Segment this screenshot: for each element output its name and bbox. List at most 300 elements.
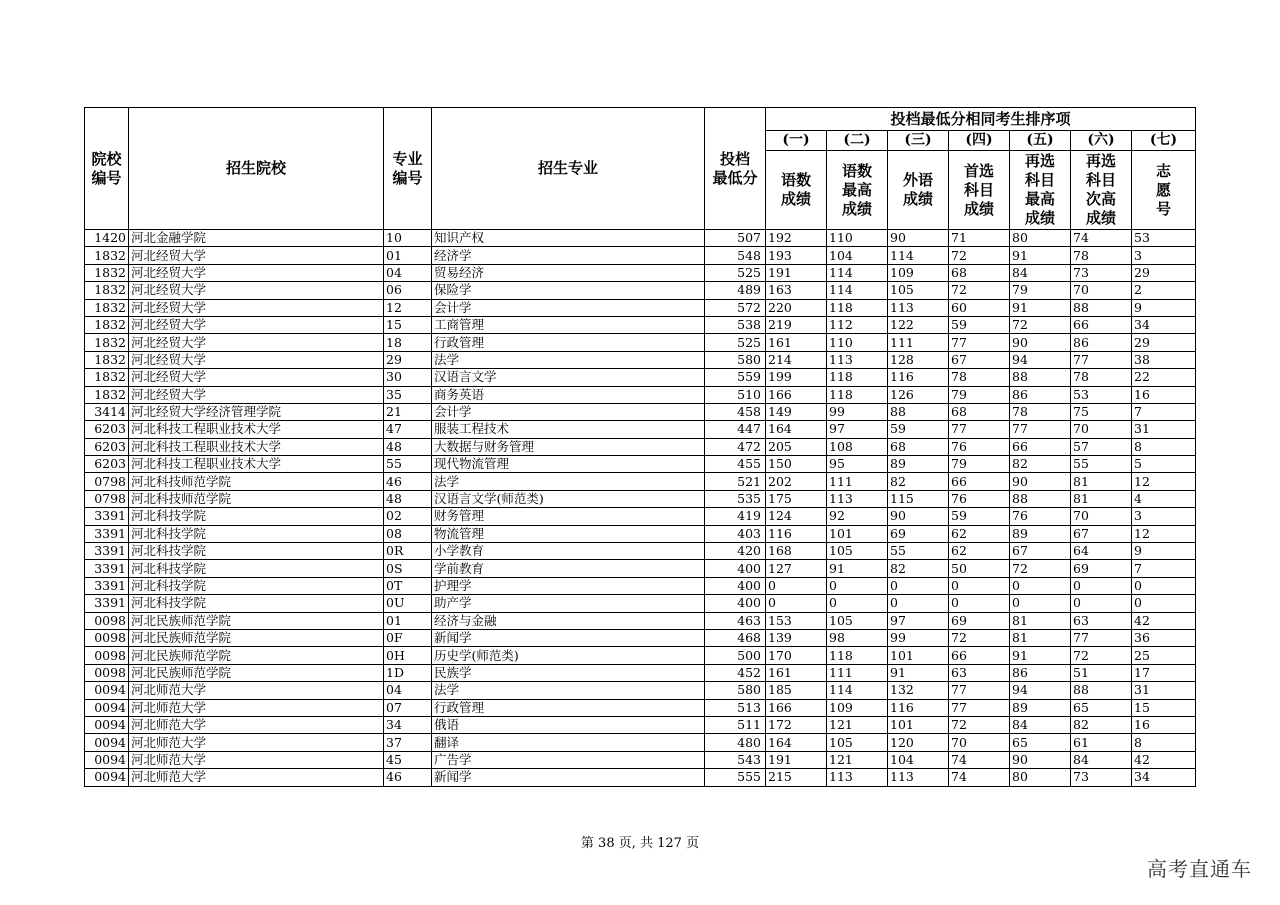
cell-tie-1: 202 bbox=[766, 473, 827, 490]
cell-tie-4: 66 bbox=[949, 647, 1010, 664]
cell-school-code: 0798 bbox=[85, 490, 129, 507]
header-school-name: 招生院校 bbox=[129, 108, 384, 230]
cell-tie-5: 84 bbox=[1010, 264, 1071, 281]
cell-tie-4: 50 bbox=[949, 560, 1010, 577]
cell-major-code: 30 bbox=[384, 369, 432, 386]
cell-tie-3: 91 bbox=[888, 664, 949, 681]
cell-tie-6: 55 bbox=[1071, 456, 1132, 473]
admission-score-table bbox=[84, 107, 1196, 787]
header-school-code: 院校 编号 bbox=[85, 108, 129, 230]
cell-tie-6: 88 bbox=[1071, 682, 1132, 699]
cell-tie-6: 78 bbox=[1071, 247, 1132, 264]
cell-tie-7: 25 bbox=[1132, 647, 1196, 664]
cell-tie-3: 88 bbox=[888, 403, 949, 420]
table-row bbox=[85, 334, 1196, 351]
header-tie-item: 首选 科目 成绩 bbox=[949, 151, 1010, 230]
cell-tie-4: 59 bbox=[949, 316, 1010, 333]
cell-school-code: 0094 bbox=[85, 734, 129, 751]
cell-tie-2: 121 bbox=[827, 716, 888, 733]
cell-major-code: 34 bbox=[384, 716, 432, 733]
cell-tie-3: 0 bbox=[888, 595, 949, 612]
cell-tie-6: 66 bbox=[1071, 316, 1132, 333]
cell-tie-7: 9 bbox=[1132, 299, 1196, 316]
cell-min-score: 525 bbox=[705, 264, 766, 281]
cell-tie-5: 65 bbox=[1010, 734, 1071, 751]
cell-major-code: 0T bbox=[384, 577, 432, 594]
cell-tie-1: 166 bbox=[766, 386, 827, 403]
cell-tie-4: 68 bbox=[949, 264, 1010, 281]
cell-tie-6: 70 bbox=[1071, 421, 1132, 438]
table-row bbox=[85, 369, 1196, 386]
cell-tie-5: 67 bbox=[1010, 543, 1071, 560]
cell-tie-3: 122 bbox=[888, 316, 949, 333]
cell-major-code: 47 bbox=[384, 421, 432, 438]
cell-school-name: 河北民族师范学院 bbox=[129, 629, 384, 646]
table-row bbox=[85, 647, 1196, 664]
cell-tie-7: 16 bbox=[1132, 716, 1196, 733]
cell-tie-6: 78 bbox=[1071, 369, 1132, 386]
cell-min-score: 400 bbox=[705, 595, 766, 612]
cell-school-code: 1832 bbox=[85, 369, 129, 386]
cell-major-code: 0F bbox=[384, 629, 432, 646]
cell-tie-7: 42 bbox=[1132, 612, 1196, 629]
cell-tie-4: 70 bbox=[949, 734, 1010, 751]
cell-tie-7: 36 bbox=[1132, 629, 1196, 646]
cell-tie-1: 192 bbox=[766, 230, 827, 247]
table-row bbox=[85, 612, 1196, 629]
cell-tie-3: 0 bbox=[888, 577, 949, 594]
cell-tie-4: 74 bbox=[949, 751, 1010, 768]
cell-tie-2: 114 bbox=[827, 282, 888, 299]
cell-tie-5: 86 bbox=[1010, 664, 1071, 681]
cell-min-score: 559 bbox=[705, 369, 766, 386]
cell-tie-4: 78 bbox=[949, 369, 1010, 386]
header-tie-item: 再选 科目 次高 成绩 bbox=[1071, 151, 1132, 230]
cell-school-name: 河北师范大学 bbox=[129, 716, 384, 733]
cell-school-name: 河北民族师范学院 bbox=[129, 647, 384, 664]
cell-tie-1: 220 bbox=[766, 299, 827, 316]
cell-tie-7: 7 bbox=[1132, 560, 1196, 577]
cell-tie-2: 98 bbox=[827, 629, 888, 646]
cell-tie-4: 71 bbox=[949, 230, 1010, 247]
cell-min-score: 580 bbox=[705, 351, 766, 368]
table-row bbox=[85, 595, 1196, 612]
cell-school-code: 0098 bbox=[85, 629, 129, 646]
cell-tie-7: 2 bbox=[1132, 282, 1196, 299]
cell-school-name: 河北经贸大学 bbox=[129, 334, 384, 351]
cell-major-code: 35 bbox=[384, 386, 432, 403]
cell-school-code: 0094 bbox=[85, 751, 129, 768]
cell-major-name: 法学 bbox=[432, 473, 705, 490]
cell-tie-7: 53 bbox=[1132, 230, 1196, 247]
cell-major-code: 0U bbox=[384, 595, 432, 612]
cell-tie-7: 22 bbox=[1132, 369, 1196, 386]
cell-major-name: 大数据与财务管理 bbox=[432, 438, 705, 455]
table-row bbox=[85, 751, 1196, 768]
cell-school-name: 河北金融学院 bbox=[129, 230, 384, 247]
cell-school-code: 3391 bbox=[85, 577, 129, 594]
table-header bbox=[85, 108, 1196, 230]
cell-tie-3: 116 bbox=[888, 699, 949, 716]
cell-min-score: 525 bbox=[705, 334, 766, 351]
cell-tie-1: 164 bbox=[766, 734, 827, 751]
cell-tie-1: 127 bbox=[766, 560, 827, 577]
cell-major-code: 0H bbox=[384, 647, 432, 664]
cell-school-code: 3414 bbox=[85, 403, 129, 420]
cell-min-score: 513 bbox=[705, 699, 766, 716]
header-tie-index: (七) bbox=[1132, 131, 1196, 151]
cell-school-name: 河北科技学院 bbox=[129, 543, 384, 560]
cell-tie-6: 0 bbox=[1071, 595, 1132, 612]
cell-school-code: 3391 bbox=[85, 560, 129, 577]
cell-tie-1: 199 bbox=[766, 369, 827, 386]
cell-tie-3: 59 bbox=[888, 421, 949, 438]
cell-major-name: 新闻学 bbox=[432, 769, 705, 786]
cell-school-code: 1832 bbox=[85, 316, 129, 333]
cell-school-code: 1832 bbox=[85, 282, 129, 299]
cell-tie-2: 118 bbox=[827, 369, 888, 386]
cell-tie-5: 72 bbox=[1010, 316, 1071, 333]
cell-tie-2: 114 bbox=[827, 682, 888, 699]
watermark-text: 高考直通车 bbox=[1147, 857, 1252, 881]
cell-tie-7: 12 bbox=[1132, 473, 1196, 490]
cell-school-code: 1420 bbox=[85, 230, 129, 247]
cell-tie-6: 53 bbox=[1071, 386, 1132, 403]
table-row bbox=[85, 682, 1196, 699]
cell-school-code: 1832 bbox=[85, 247, 129, 264]
cell-tie-1: 149 bbox=[766, 403, 827, 420]
cell-major-code: 37 bbox=[384, 734, 432, 751]
cell-major-code: 48 bbox=[384, 490, 432, 507]
cell-tie-5: 77 bbox=[1010, 421, 1071, 438]
cell-school-name: 河北师范大学 bbox=[129, 734, 384, 751]
cell-tie-3: 82 bbox=[888, 473, 949, 490]
cell-school-name: 河北师范大学 bbox=[129, 751, 384, 768]
cell-school-name: 河北科技学院 bbox=[129, 595, 384, 612]
cell-min-score: 447 bbox=[705, 421, 766, 438]
cell-tie-6: 73 bbox=[1071, 264, 1132, 281]
cell-tie-3: 89 bbox=[888, 456, 949, 473]
cell-tie-4: 68 bbox=[949, 403, 1010, 420]
cell-tie-6: 81 bbox=[1071, 490, 1132, 507]
cell-major-name: 翻译 bbox=[432, 734, 705, 751]
cell-major-code: 04 bbox=[384, 682, 432, 699]
cell-tie-5: 66 bbox=[1010, 438, 1071, 455]
cell-tie-4: 60 bbox=[949, 299, 1010, 316]
cell-school-code: 1832 bbox=[85, 334, 129, 351]
cell-tie-5: 81 bbox=[1010, 629, 1071, 646]
cell-major-name: 商务英语 bbox=[432, 386, 705, 403]
cell-school-code: 6203 bbox=[85, 456, 129, 473]
cell-school-code: 0098 bbox=[85, 647, 129, 664]
cell-tie-3: 90 bbox=[888, 508, 949, 525]
cell-min-score: 535 bbox=[705, 490, 766, 507]
cell-tie-5: 0 bbox=[1010, 595, 1071, 612]
cell-tie-7: 42 bbox=[1132, 751, 1196, 768]
cell-tie-2: 101 bbox=[827, 525, 888, 542]
cell-tie-7: 3 bbox=[1132, 247, 1196, 264]
cell-major-code: 02 bbox=[384, 508, 432, 525]
table-row bbox=[85, 699, 1196, 716]
cell-tie-2: 110 bbox=[827, 230, 888, 247]
table-row bbox=[85, 264, 1196, 281]
cell-tie-6: 69 bbox=[1071, 560, 1132, 577]
cell-tie-1: 116 bbox=[766, 525, 827, 542]
cell-tie-5: 86 bbox=[1010, 386, 1071, 403]
cell-tie-2: 118 bbox=[827, 647, 888, 664]
cell-school-name: 河北民族师范学院 bbox=[129, 664, 384, 681]
cell-major-name: 护理学 bbox=[432, 577, 705, 594]
cell-school-name: 河北科技学院 bbox=[129, 560, 384, 577]
header-min-score: 投档 最低分 bbox=[705, 108, 766, 230]
cell-tie-6: 61 bbox=[1071, 734, 1132, 751]
cell-tie-5: 80 bbox=[1010, 230, 1071, 247]
cell-tie-1: 164 bbox=[766, 421, 827, 438]
header-tie-index: (六) bbox=[1071, 131, 1132, 151]
cell-tie-6: 77 bbox=[1071, 351, 1132, 368]
cell-school-code: 0098 bbox=[85, 664, 129, 681]
cell-tie-4: 74 bbox=[949, 769, 1010, 786]
cell-min-score: 419 bbox=[705, 508, 766, 525]
cell-major-name: 服装工程技术 bbox=[432, 421, 705, 438]
cell-tie-7: 15 bbox=[1132, 699, 1196, 716]
cell-tie-1: 153 bbox=[766, 612, 827, 629]
table-row bbox=[85, 577, 1196, 594]
cell-school-name: 河北经贸大学 bbox=[129, 316, 384, 333]
cell-tie-1: 161 bbox=[766, 664, 827, 681]
cell-tie-1: 150 bbox=[766, 456, 827, 473]
header-tie-item: 语数 最高 成绩 bbox=[827, 151, 888, 230]
cell-tie-1: 205 bbox=[766, 438, 827, 455]
cell-tie-1: 175 bbox=[766, 490, 827, 507]
table-row bbox=[85, 351, 1196, 368]
cell-min-score: 400 bbox=[705, 577, 766, 594]
cell-major-code: 15 bbox=[384, 316, 432, 333]
cell-tie-2: 97 bbox=[827, 421, 888, 438]
cell-tie-2: 104 bbox=[827, 247, 888, 264]
cell-tie-3: 69 bbox=[888, 525, 949, 542]
cell-tie-3: 101 bbox=[888, 716, 949, 733]
cell-min-score: 489 bbox=[705, 282, 766, 299]
cell-school-code: 1832 bbox=[85, 264, 129, 281]
cell-major-code: 46 bbox=[384, 473, 432, 490]
cell-min-score: 543 bbox=[705, 751, 766, 768]
cell-school-name: 河北科技师范学院 bbox=[129, 490, 384, 507]
cell-major-name: 民族学 bbox=[432, 664, 705, 681]
cell-min-score: 510 bbox=[705, 386, 766, 403]
cell-major-name: 知识产权 bbox=[432, 230, 705, 247]
cell-tie-5: 91 bbox=[1010, 647, 1071, 664]
cell-min-score: 580 bbox=[705, 682, 766, 699]
cell-school-name: 河北经贸大学 bbox=[129, 299, 384, 316]
cell-major-name: 汉语言文学 bbox=[432, 369, 705, 386]
cell-school-name: 河北科技工程职业技术大学 bbox=[129, 456, 384, 473]
header-tie-group: 投档最低分相同考生排序项 bbox=[766, 108, 1196, 131]
cell-tie-5: 90 bbox=[1010, 473, 1071, 490]
cell-tie-5: 90 bbox=[1010, 751, 1071, 768]
table-row bbox=[85, 716, 1196, 733]
cell-major-name: 广告学 bbox=[432, 751, 705, 768]
cell-tie-7: 5 bbox=[1132, 456, 1196, 473]
cell-school-name: 河北经贸大学 bbox=[129, 247, 384, 264]
table-row bbox=[85, 490, 1196, 507]
cell-tie-1: 0 bbox=[766, 577, 827, 594]
cell-tie-5: 91 bbox=[1010, 299, 1071, 316]
header-tie-index: (一) bbox=[766, 131, 827, 151]
cell-tie-7: 16 bbox=[1132, 386, 1196, 403]
table-row bbox=[85, 664, 1196, 681]
cell-school-name: 河北师范大学 bbox=[129, 769, 384, 786]
cell-tie-1: 214 bbox=[766, 351, 827, 368]
cell-major-name: 物流管理 bbox=[432, 525, 705, 542]
cell-tie-5: 94 bbox=[1010, 351, 1071, 368]
cell-min-score: 538 bbox=[705, 316, 766, 333]
cell-major-code: 29 bbox=[384, 351, 432, 368]
cell-tie-2: 114 bbox=[827, 264, 888, 281]
cell-major-code: 55 bbox=[384, 456, 432, 473]
cell-major-code: 01 bbox=[384, 247, 432, 264]
cell-tie-5: 89 bbox=[1010, 525, 1071, 542]
cell-major-name: 现代物流管理 bbox=[432, 456, 705, 473]
cell-tie-3: 116 bbox=[888, 369, 949, 386]
cell-tie-2: 110 bbox=[827, 334, 888, 351]
cell-major-code: 07 bbox=[384, 699, 432, 716]
cell-major-name: 汉语言文学(师范类) bbox=[432, 490, 705, 507]
cell-min-score: 507 bbox=[705, 230, 766, 247]
cell-school-code: 1832 bbox=[85, 351, 129, 368]
cell-min-score: 511 bbox=[705, 716, 766, 733]
cell-major-code: 1D bbox=[384, 664, 432, 681]
table-row bbox=[85, 473, 1196, 490]
cell-tie-1: 172 bbox=[766, 716, 827, 733]
cell-tie-2: 112 bbox=[827, 316, 888, 333]
cell-tie-1: 163 bbox=[766, 282, 827, 299]
cell-school-code: 1832 bbox=[85, 299, 129, 316]
cell-tie-3: 90 bbox=[888, 230, 949, 247]
cell-tie-4: 72 bbox=[949, 282, 1010, 299]
table-row bbox=[85, 629, 1196, 646]
cell-tie-3: 68 bbox=[888, 438, 949, 455]
cell-tie-7: 0 bbox=[1132, 595, 1196, 612]
cell-tie-5: 91 bbox=[1010, 247, 1071, 264]
cell-tie-7: 29 bbox=[1132, 264, 1196, 281]
cell-tie-3: 104 bbox=[888, 751, 949, 768]
cell-major-name: 会计学 bbox=[432, 403, 705, 420]
cell-min-score: 555 bbox=[705, 769, 766, 786]
cell-tie-2: 91 bbox=[827, 560, 888, 577]
cell-school-name: 河北科技学院 bbox=[129, 508, 384, 525]
cell-tie-1: 161 bbox=[766, 334, 827, 351]
table-row bbox=[85, 316, 1196, 333]
cell-min-score: 548 bbox=[705, 247, 766, 264]
cell-tie-3: 114 bbox=[888, 247, 949, 264]
cell-tie-7: 17 bbox=[1132, 664, 1196, 681]
cell-tie-4: 69 bbox=[949, 612, 1010, 629]
cell-tie-3: 115 bbox=[888, 490, 949, 507]
cell-school-name: 河北科技工程职业技术大学 bbox=[129, 438, 384, 455]
cell-min-score: 472 bbox=[705, 438, 766, 455]
cell-tie-2: 105 bbox=[827, 734, 888, 751]
cell-major-code: 18 bbox=[384, 334, 432, 351]
cell-tie-3: 113 bbox=[888, 769, 949, 786]
cell-school-name: 河北经贸大学 bbox=[129, 351, 384, 368]
cell-tie-4: 67 bbox=[949, 351, 1010, 368]
cell-school-name: 河北科技工程职业技术大学 bbox=[129, 421, 384, 438]
cell-tie-6: 72 bbox=[1071, 647, 1132, 664]
cell-tie-4: 0 bbox=[949, 595, 1010, 612]
cell-tie-3: 101 bbox=[888, 647, 949, 664]
cell-tie-5: 78 bbox=[1010, 403, 1071, 420]
table-body bbox=[85, 230, 1196, 787]
table-row bbox=[85, 508, 1196, 525]
cell-min-score: 403 bbox=[705, 525, 766, 542]
cell-min-score: 463 bbox=[705, 612, 766, 629]
cell-major-code: 48 bbox=[384, 438, 432, 455]
cell-tie-4: 72 bbox=[949, 629, 1010, 646]
cell-major-name: 会计学 bbox=[432, 299, 705, 316]
cell-tie-5: 84 bbox=[1010, 716, 1071, 733]
cell-tie-5: 94 bbox=[1010, 682, 1071, 699]
cell-tie-4: 62 bbox=[949, 543, 1010, 560]
cell-major-name: 经济与金融 bbox=[432, 612, 705, 629]
table-row bbox=[85, 403, 1196, 420]
cell-tie-6: 65 bbox=[1071, 699, 1132, 716]
header-major-code: 专业 编号 bbox=[384, 108, 432, 230]
cell-tie-6: 70 bbox=[1071, 282, 1132, 299]
cell-school-name: 河北经贸大学 bbox=[129, 282, 384, 299]
cell-school-code: 0094 bbox=[85, 699, 129, 716]
cell-tie-6: 51 bbox=[1071, 664, 1132, 681]
cell-tie-4: 72 bbox=[949, 716, 1010, 733]
cell-tie-2: 121 bbox=[827, 751, 888, 768]
cell-tie-4: 0 bbox=[949, 577, 1010, 594]
table-row bbox=[85, 456, 1196, 473]
table-row bbox=[85, 438, 1196, 455]
cell-tie-3: 82 bbox=[888, 560, 949, 577]
cell-major-name: 贸易经济 bbox=[432, 264, 705, 281]
cell-tie-4: 79 bbox=[949, 386, 1010, 403]
cell-tie-4: 59 bbox=[949, 508, 1010, 525]
cell-tie-7: 31 bbox=[1132, 421, 1196, 438]
cell-tie-5: 82 bbox=[1010, 456, 1071, 473]
cell-tie-5: 81 bbox=[1010, 612, 1071, 629]
cell-major-code: 10 bbox=[384, 230, 432, 247]
cell-major-code: 0S bbox=[384, 560, 432, 577]
cell-min-score: 500 bbox=[705, 647, 766, 664]
cell-tie-1: 168 bbox=[766, 543, 827, 560]
cell-tie-2: 111 bbox=[827, 473, 888, 490]
table-row bbox=[85, 230, 1196, 247]
cell-tie-5: 76 bbox=[1010, 508, 1071, 525]
cell-tie-7: 9 bbox=[1132, 543, 1196, 560]
cell-tie-5: 72 bbox=[1010, 560, 1071, 577]
cell-tie-2: 118 bbox=[827, 386, 888, 403]
cell-major-name: 小学教育 bbox=[432, 543, 705, 560]
cell-tie-3: 99 bbox=[888, 629, 949, 646]
cell-tie-5: 0 bbox=[1010, 577, 1071, 594]
cell-major-name: 工商管理 bbox=[432, 316, 705, 333]
cell-tie-2: 113 bbox=[827, 490, 888, 507]
cell-min-score: 458 bbox=[705, 403, 766, 420]
cell-school-code: 3391 bbox=[85, 508, 129, 525]
cell-tie-1: 193 bbox=[766, 247, 827, 264]
cell-tie-6: 64 bbox=[1071, 543, 1132, 560]
cell-tie-3: 120 bbox=[888, 734, 949, 751]
cell-major-name: 保险学 bbox=[432, 282, 705, 299]
cell-school-code: 0098 bbox=[85, 612, 129, 629]
cell-min-score: 572 bbox=[705, 299, 766, 316]
cell-tie-3: 132 bbox=[888, 682, 949, 699]
